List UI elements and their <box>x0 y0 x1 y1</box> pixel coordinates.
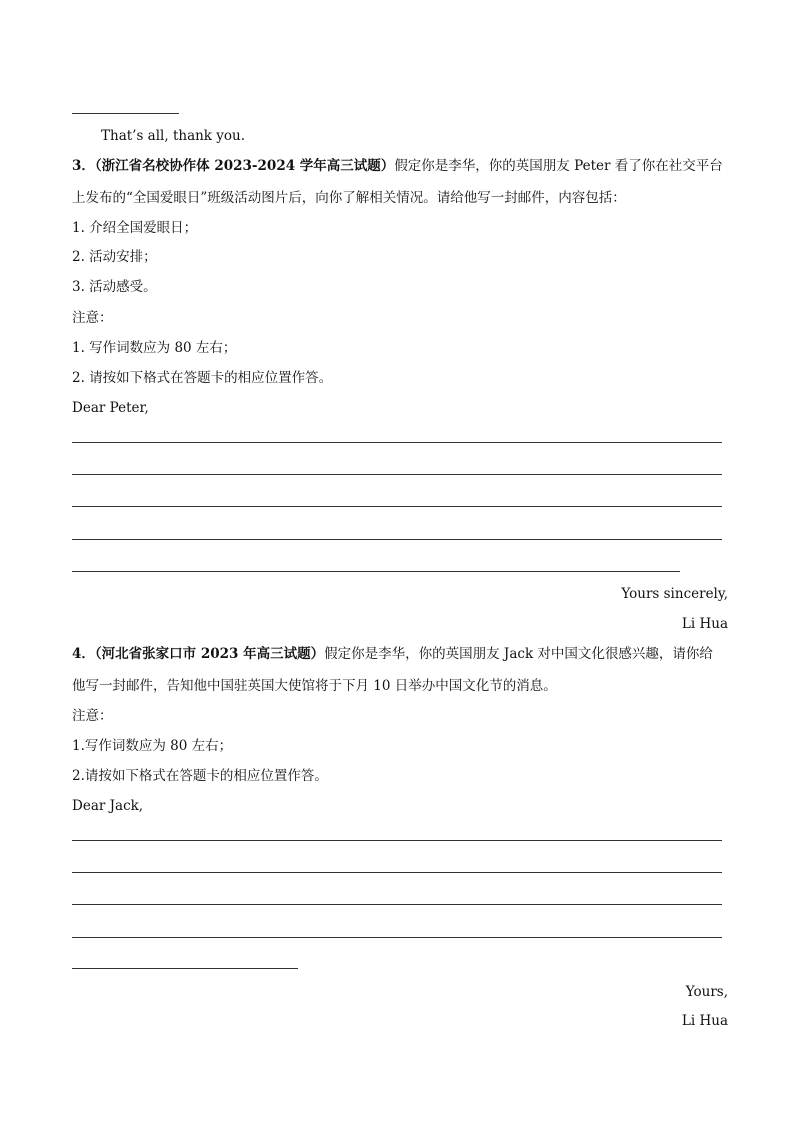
answer-line-short <box>72 113 179 114</box>
question-3-item-2: 2. 活动安排； <box>72 249 157 265</box>
question-3-item-3: 3. 活动感受。 <box>72 279 157 295</box>
answer-line <box>72 872 722 873</box>
question-4-salutation: Dear Jack, <box>72 798 144 814</box>
answer-line <box>72 968 298 969</box>
question-3-note-label: 注意： <box>72 310 113 326</box>
question-3-prompt-line2: 上发布的“全国爱眼日”班级活动图片后，向你了解相关情况。请给他写一封邮件，内容包括： <box>72 190 626 206</box>
question-3-closing: Yours sincerely, <box>621 586 728 602</box>
question-4-note-label: 注意： <box>72 708 113 724</box>
question-4-heading <box>72 645 713 663</box>
answer-line <box>72 937 722 938</box>
question-4-note-2: 2.请按如下格式在答题卡的相应位置作答。 <box>72 768 328 784</box>
question-3-signature: Li Hua <box>681 616 728 632</box>
question-3-salutation: Dear Peter, <box>72 400 149 416</box>
answer-line <box>72 506 722 507</box>
answer-line <box>72 474 722 475</box>
question-4-note-1: 1.写作词数应为 80 左右； <box>72 738 233 754</box>
question-4-signature: Li Hua <box>681 1013 728 1029</box>
closing-text: That’s all, thank you. <box>101 128 246 144</box>
question-4-source: （河北省张家口市 2023 年高三试题） <box>94 646 325 662</box>
question-3-prompt-line1: 假定你是李华，你的英国朋友 Peter 看了你在社交平台 <box>394 158 723 174</box>
answer-line <box>72 539 722 540</box>
answer-line <box>72 442 722 443</box>
answer-line <box>72 571 680 572</box>
answer-line <box>72 904 722 905</box>
question-3-note-2: 2. 请按如下格式在答题卡的相应位置作答。 <box>72 370 333 386</box>
question-3-source: （浙江省名校协作体 2023-2024 学年高三试题） <box>94 158 395 174</box>
question-3-number: 3． <box>72 158 95 174</box>
answer-line <box>72 840 722 841</box>
question-4-prompt-line1: 假定你是李华，你的英国朋友 Jack 对中国文化很感兴趣，请你给 <box>324 646 713 662</box>
question-4-number: 4． <box>72 646 95 662</box>
question-4-prompt-line2: 他写一封邮件，告知他中国驻英国大使馆将于下月 10 日举办中国文化节的消息。 <box>72 678 557 694</box>
question-4-closing: Yours, <box>685 984 728 1000</box>
question-3-item-1: 1. 介绍全国爱眼日； <box>72 220 198 236</box>
question-3-note-1: 1. 写作词数应为 80 左右； <box>72 340 237 356</box>
question-3-heading <box>72 157 723 175</box>
